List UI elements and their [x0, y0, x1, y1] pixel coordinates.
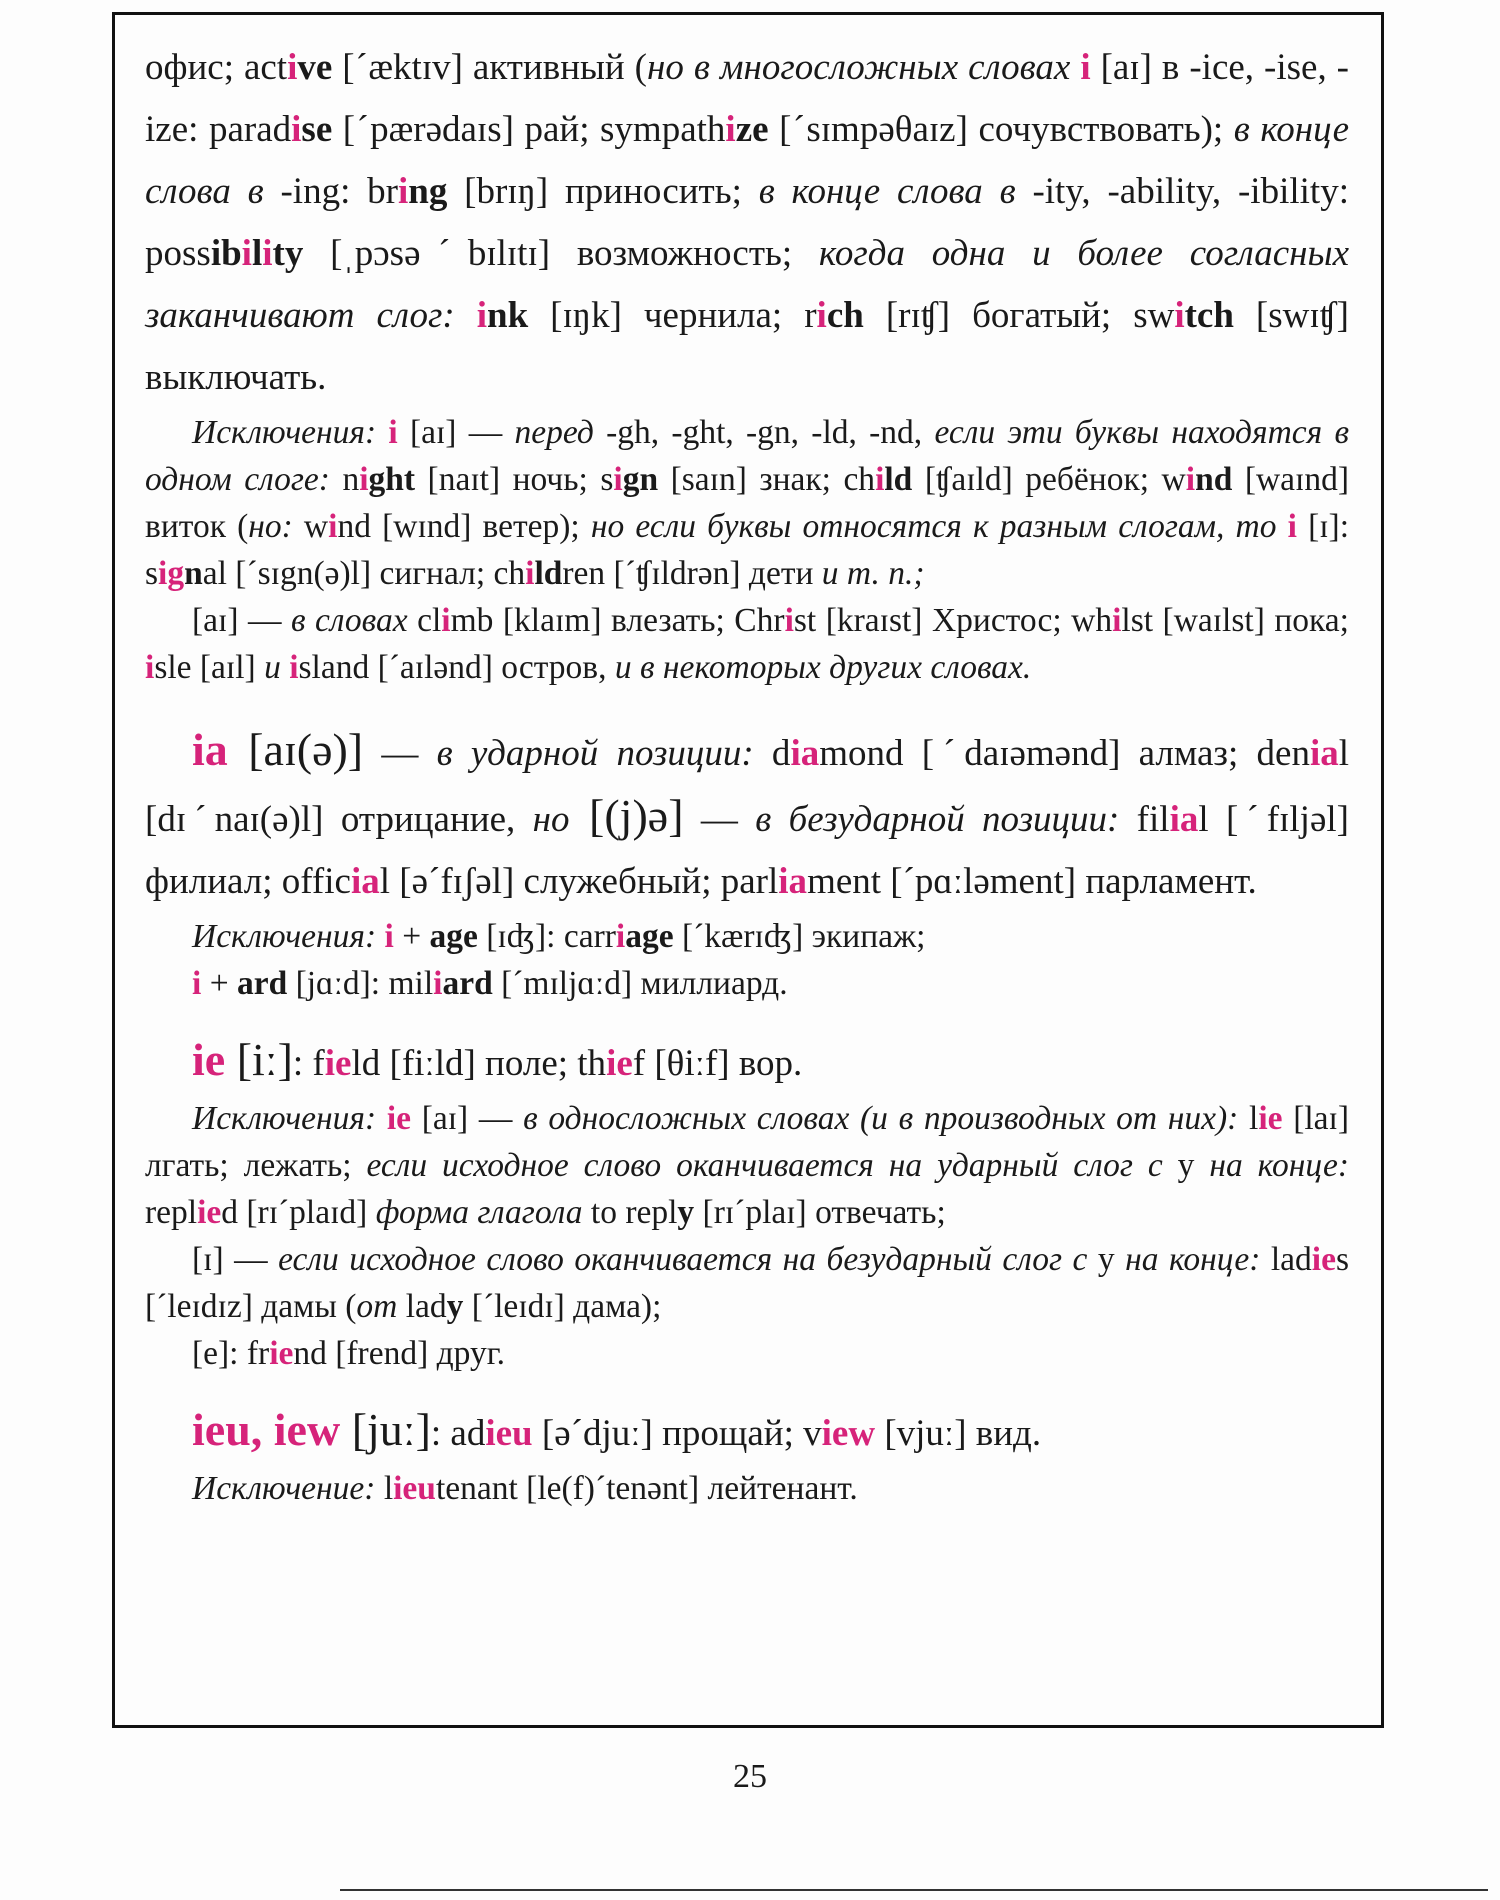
section-ie: ie [iː]: field [fiːld] поле; thief [θiːf] вор.: [192, 1034, 803, 1085]
exceptions-ia-age: Исключения: i + age [ɪʤ]: carriage [ˊkærɪʤ] экипаж;: [192, 918, 926, 955]
page-number: 25: [733, 1758, 767, 1795]
exceptions-ia-ard: i + ard [jɑːd]: miliard [ˊmɪljɑːd] миллиард.: [192, 965, 788, 1002]
exception-lieutenant: Исключение: lieutenant [le(f)ˊtenənt] лейтенант.: [192, 1470, 858, 1507]
exceptions-i-consonants: Исключения: i [aɪ] — перед -gh, -ght, -gn, -ld, -nd, если эти буквы находятся в одном слоге: night [naɪt] ночь; sign [saɪn] знак; child [ʧaɪld] ребёнок; wind [waɪnd] виток (но: wind [wɪnd] ветер); но если буквы относятся к разным слогам, то i [ɪ]: signal [ˊsɪgn(ə)l] сигнал; children [ˊʧɪldrən] дети и т. п.;: [145, 414, 1349, 592]
text-frame: [112, 12, 1384, 1728]
exceptions-ie-friend: [e]: friend [frend] друг.: [192, 1335, 506, 1372]
bottom-rule: [340, 1889, 1488, 1891]
section-ieu-iew: ieu, iew [juː]: adieu [əˊdjuː] прощай; view [vjuː] вид.: [192, 1404, 1042, 1455]
exceptions-ie-unstressed: [ɪ] — если исходное слово оканчивается на безударный слог с y на конце: ladies [ˊleɪdɪz] дамы (от lady [ˊleɪdɪ] дама);: [145, 1241, 1349, 1325]
paragraph-i-rules: офис; active [ˊæktɪv] активный (но в многосложных словах i [aɪ] в -ice, -ise, -ize: paradise [ˊpærədaɪs] рай; sympathize [ˊsɪmpəθaɪz] сочувствовать); в конце слова в -ing: bring [brɪŋ] приносить; в конце слова в -ity, -ability, -ibility: possibility [ˌpɔsəˊbɪlɪtɪ] возможность; когда одна и более согласных заканчивают слог: ink [ɪŋk] чернила; rich [rɪʧ] богатый; switch [swɪʧ] выключать.: [145, 47, 1349, 398]
exceptions-ie-stressed: Исключения: ie [aɪ] — в односложных словах (и в производных от них): lie [laɪ] лгать; лежать; если исходное слово оканчивается на ударный слог с y на конце: replied [rɪˊplaɪd] форма глагола to reply [rɪˊplaɪ] отвечать;: [145, 1100, 1349, 1231]
exceptions-i-words: [aɪ] — в словах climb [klaɪm] влезать; Christ [kraɪst] Христос; whilst [waɪlst] пока; isle [aɪl] и island [ˊaɪlənd] остров, и в некоторых других словах.: [145, 602, 1349, 686]
section-ia: ia [aɪ(ə)] — в ударной позиции: diamond [ˊdaɪəmənd] алмаз; denial [dɪˊnaɪ(ə)l] отрицание, но [(j)ə] — в безударной позиции: filial [ˊfɪljəl] филиал; official [əˊfɪʃəl] служебный; parliament [ˊpɑːləment] парламент.: [145, 724, 1350, 902]
